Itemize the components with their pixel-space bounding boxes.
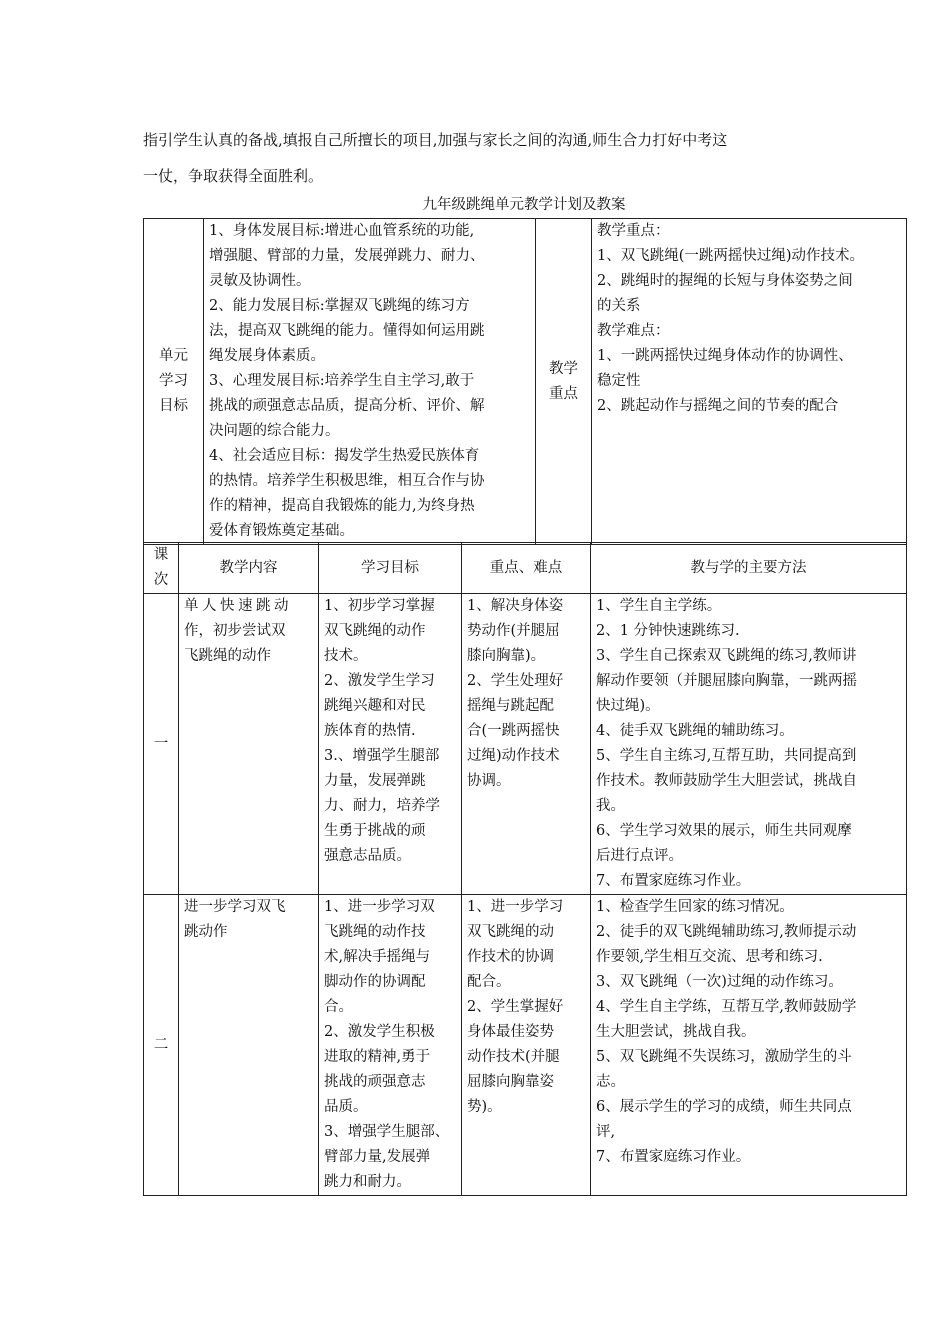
objective-line: 绳发展身体素质。 [209,348,325,364]
lesson-number: 一 [144,594,179,895]
goal-line: 术,解决手摇绳与 [324,949,431,965]
method-line: 2、徒手的双飞跳绳辅助练习,教师提示动 [596,924,857,940]
method-line: 5、双飞跳绳不失误练习，激励学生的斗 [596,1049,852,1065]
objective-line: 决问题的综合能力。 [209,423,340,439]
key-line: 合(一跳两摇快 [467,723,560,739]
goal-line: 生勇于挑战的顽 [324,823,426,839]
key-line: 膝向胸靠)。 [467,648,546,664]
objectives-label-line: 学习 [159,373,188,389]
objective-line: 法，提高双飞跳绳的能力。懂得如何运用跳 [209,323,485,339]
method-line: 6、学生学习效果的展示，师生共同观摩 [596,823,852,839]
goal-line: 1、进一步学习双 [324,899,435,915]
objective-line: 爱体育锻炼奠定基础。 [209,523,354,539]
goal-line: 1、初步学习掌握 [324,598,435,614]
header-lesson-line: 课 [153,547,169,563]
content-line: 作，初步尝试双 [184,623,286,639]
goal-line: 族体育的热情. [324,723,416,739]
focus-line: 1、一跳两摇快过绳身体动作的协调性、 [597,348,853,364]
key-line: 配合。 [467,974,511,990]
goal-line: 力、耐力，培养学 [324,798,440,814]
method-line: 6、展示学生的学习的成绩，师生共同点 [596,1099,852,1115]
objective-line: 1、身体发展目标:增进心血管系统的功能, [209,223,475,239]
focus-line: 1、双飞跳绳(一跳两摇快过绳)动作技术。 [597,248,865,264]
key-line: 作技术的协调 [467,949,554,965]
goal-line: 跳力和耐力。 [324,1174,411,1190]
key-line: 身体最佳姿势 [467,1024,554,1040]
key-line: 1、解决身体姿 [467,598,564,614]
objective-line: 灵敏及协调性。 [209,273,311,289]
content-line: 飞跳绳的动作 [184,648,271,664]
method-line: 生大胆尝试，挑战自我。 [596,1024,756,1040]
goal-line: 飞跳绳的动作技 [324,924,426,940]
method-line: 1、检查学生回家的练习情况。 [596,899,794,915]
header-lesson [144,543,179,594]
goal-line: 技术。 [324,648,368,664]
header-key: 重点、难点 [462,543,591,594]
method-line: 7、布置家庭练习作业。 [596,1149,751,1165]
goal-line: 品质。 [324,1099,368,1115]
goal-line: 合。 [324,999,353,1015]
goal-line: 跳绳兴趣和对民 [324,698,426,714]
method-line: 4、徒手双飞跳绳的辅助练习。 [596,723,794,739]
objective-line: 4、社会适应目标：揭发学生热爱民族体育 [209,448,480,464]
lesson-goals [319,895,462,1196]
intro-line-2: 一仗，争取获得全面胜利。 [143,167,324,185]
focus-line: 2、跳绳时的握绳的长短与身体姿势之间 [597,273,853,289]
method-line: 后进行点评。 [596,848,683,864]
focus-label-line: 教学 [549,360,578,377]
method-line: 我。 [596,798,625,814]
table-header-row [144,543,907,594]
table-row [144,594,907,895]
lesson-key-points [462,594,591,895]
method-line: 7、布置家庭练习作业。 [596,873,751,889]
method-line: 1、学生自主学练。 [596,598,722,614]
header-methods: 教与学的主要方法 [591,543,907,594]
objective-line: 作的精神，提高自我锻炼的能力,为终身热 [209,498,475,514]
method-line: 志。 [596,1074,625,1090]
goal-line: 2、激发学生学习 [324,673,435,689]
key-line: 势动作(并腿屈 [467,623,560,639]
lesson-methods [591,895,907,1196]
goal-line: 3.、增强学生腿部 [324,748,440,764]
content-line: 跳动作 [184,924,228,940]
focus-line: 教学难点： [597,323,670,339]
header-goals: 学习目标 [319,543,462,594]
goal-line: 双飞跳绳的动作 [324,623,426,639]
objectives-label-cell [144,219,204,545]
objectives-label-line: 单元 [159,348,188,364]
header-content: 教学内容 [179,543,319,594]
lesson-plan-table [143,542,907,1196]
key-line: 动作技术(并腿 [467,1049,560,1065]
key-line: 摇绳与跳起配 [467,698,554,714]
goal-line: 力量，发展弹跳 [324,773,426,789]
key-line: 2、学生处理好 [467,673,564,689]
content-line: 单人快速跳动 [184,598,292,614]
objectives-cell [204,219,536,545]
goal-line: 2、激发学生积极 [324,1024,435,1040]
lesson-content [179,594,319,895]
method-line: 5、学生自主练习,互帮互助，共同提高到 [596,748,857,764]
objectives-label-line: 目标 [159,398,188,414]
focus-label-line: 重点 [549,385,578,402]
table-row [144,895,907,1196]
content-line: 进一步学习双飞 [184,899,286,915]
focus-line: 的关系 [597,298,641,314]
focus-cell [592,219,907,545]
unit-objectives-table [143,218,907,545]
objective-line: 2、能力发展目标:掌握双飞跳绳的练习方 [209,298,470,314]
method-line: 快过绳)。 [596,698,660,714]
intro-paragraph [143,122,843,194]
document-title: 九年级跳绳单元教学计划及教案 [422,197,626,213]
goal-line: 挑战的顽强意志 [324,1074,426,1090]
lesson-content [179,895,319,1196]
key-line: 势)。 [467,1099,502,1115]
goal-line: 脚动作的协调配 [324,974,426,990]
method-line: 作技术。教师鼓励学生大胆尝试，挑战自 [596,773,857,789]
focus-label-cell [536,219,592,545]
objective-line: 挑战的顽强意志品质，提高分析、评价、解 [209,398,485,414]
key-line: 屈膝向胸靠姿 [467,1074,554,1090]
lesson-goals [319,594,462,895]
lesson-methods [591,594,907,895]
objective-line: 3、心理发展目标:培养学生自主学习,敢于 [209,373,475,389]
goal-line: 臂部力量,发展弹 [324,1149,431,1165]
focus-line: 2、跳起动作与摇绳之间的节奏的配合 [597,398,839,414]
objective-line: 的热情。培养学生积极思维，相互合作与协 [209,473,485,489]
key-line: 过绳)动作技术 [467,748,560,764]
method-line: 2、1 分钟快速跳练习. [596,623,740,639]
method-line: 作要领,学生相互交流、思考和练习. [596,949,823,965]
key-line: 协调。 [467,773,511,789]
goal-line: 3、增强学生腿部、 [324,1124,450,1140]
header-lesson-line: 次 [153,572,169,588]
method-line: 3、双飞跳绳（一次)过绳的动作练习。 [596,974,843,990]
method-line: 4、学生自主学练，互帮互学,教师鼓励学 [596,999,857,1015]
lesson-key-points [462,895,591,1196]
method-line: 解动作要领（并腿屈膝向胸靠，一跳两摇 [596,673,857,689]
focus-line: 教学重点： [597,223,670,239]
key-line: 1、进一步学习 [467,899,564,915]
goal-line: 进取的精神,勇于 [324,1049,431,1065]
method-line: 3、学生自己探索双飞跳绳的练习,教师讲 [596,648,857,664]
method-line: 评, [596,1124,616,1140]
focus-line: 稳定性 [597,373,641,389]
goal-line: 强意志品质。 [324,848,411,864]
objective-line: 增强腿、臂部的力量，发展弹跳力、耐力、 [209,248,485,264]
key-line: 2、学生掌握好 [467,999,564,1015]
intro-line-1: 指引学生认真的备战,填报自己所擅长的项目,加强与家长之间的沟通,师生合力打好中考这 [143,131,728,149]
key-line: 双飞跳绳的动 [467,924,554,940]
lesson-number: 二 [144,895,179,1196]
